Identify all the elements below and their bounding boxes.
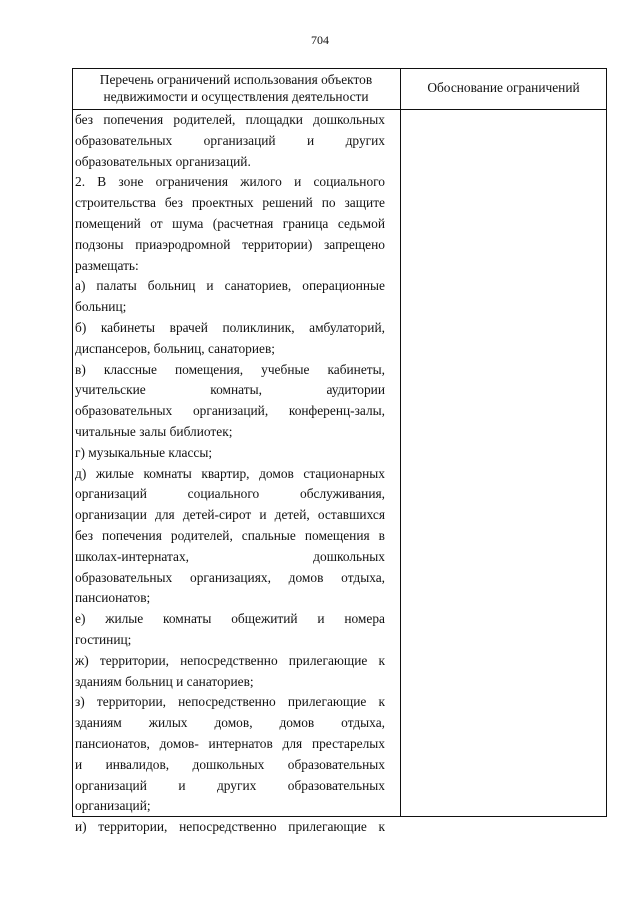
text-line: а) палаты больниц и санаториев, операционные xyxy=(75,278,385,294)
text-line: г) музыкальные классы; xyxy=(75,444,213,460)
text-line: без попечения родителей, площадки дошкольных xyxy=(75,112,385,127)
text-line: без попечения родителей, спальные помещения в xyxy=(75,527,385,543)
text-line: 2. В зоне ограничения жилого и социального xyxy=(75,174,385,190)
text-line: школах-интернатах, дошкольных xyxy=(75,548,385,564)
text-line: и) территории, непосредственно прилегающие к xyxy=(75,819,385,835)
text-line: з) территории, непосредственно прилегающие к xyxy=(75,694,385,710)
text-line: и инвалидов, дошкольных образовательных xyxy=(75,756,385,772)
text-line: образовательных организаций, конференц-залы, xyxy=(75,403,385,419)
text-line: образовательных организациях, домов отдыха, xyxy=(75,569,385,585)
text-line: зданиям больниц и санаториев; xyxy=(75,673,254,689)
column-header-justification: Обоснование ограничений xyxy=(427,80,580,95)
text-line: организаций; xyxy=(75,798,151,814)
text-line: помещений от шума (расчетная граница седьмой xyxy=(75,215,385,231)
text-line: пансионатов, домов- интернатов для престарелых xyxy=(75,735,385,751)
text-line: размещать: xyxy=(75,257,139,273)
text-line: диспансеров, больниц, санаториев; xyxy=(75,340,276,356)
text-line: организаций и других образовательных xyxy=(75,777,385,793)
text-line: образовательных организаций. xyxy=(75,153,251,169)
text-line: б) кабинеты врачей поликлиник, амбулаторий, xyxy=(75,319,385,335)
text-line: организаций социального обслуживания, xyxy=(75,486,385,502)
text-line: подзоны приаэродромной территории) запрещено xyxy=(75,236,385,252)
column-header-restrictions: Перечень ограничений использования объектов недвижимости и осуществления деятельности xyxy=(99,72,373,104)
text-line: строительства без проектных решений по защите xyxy=(75,195,385,211)
text-line: образовательных организаций и других xyxy=(75,132,385,148)
text-line: учительские комнаты, аудитории xyxy=(75,382,385,398)
text-line: д) жилые комнаты квартир, домов стационарных xyxy=(75,465,385,481)
text-line: гостиниц; xyxy=(75,631,132,647)
page-number: 704 xyxy=(311,33,329,47)
text-line: зданиям жилых домов, домов отдыха, xyxy=(75,715,385,731)
text-line: в) классные помещения, учебные кабинеты, xyxy=(75,361,385,377)
text-line: читальные залы библиотек; xyxy=(75,423,233,439)
text-line: пансионатов; xyxy=(75,590,151,606)
justification-column xyxy=(400,68,607,817)
text-line: больниц; xyxy=(75,299,127,315)
text-line: организации для детей-сирот и детей, оставшихся xyxy=(75,507,385,523)
text-line: е) жилые комнаты общежитий и номера xyxy=(75,611,385,627)
text-line: ж) территории, непосредственно прилегающие к xyxy=(75,652,385,668)
restrictions-text xyxy=(75,110,385,838)
